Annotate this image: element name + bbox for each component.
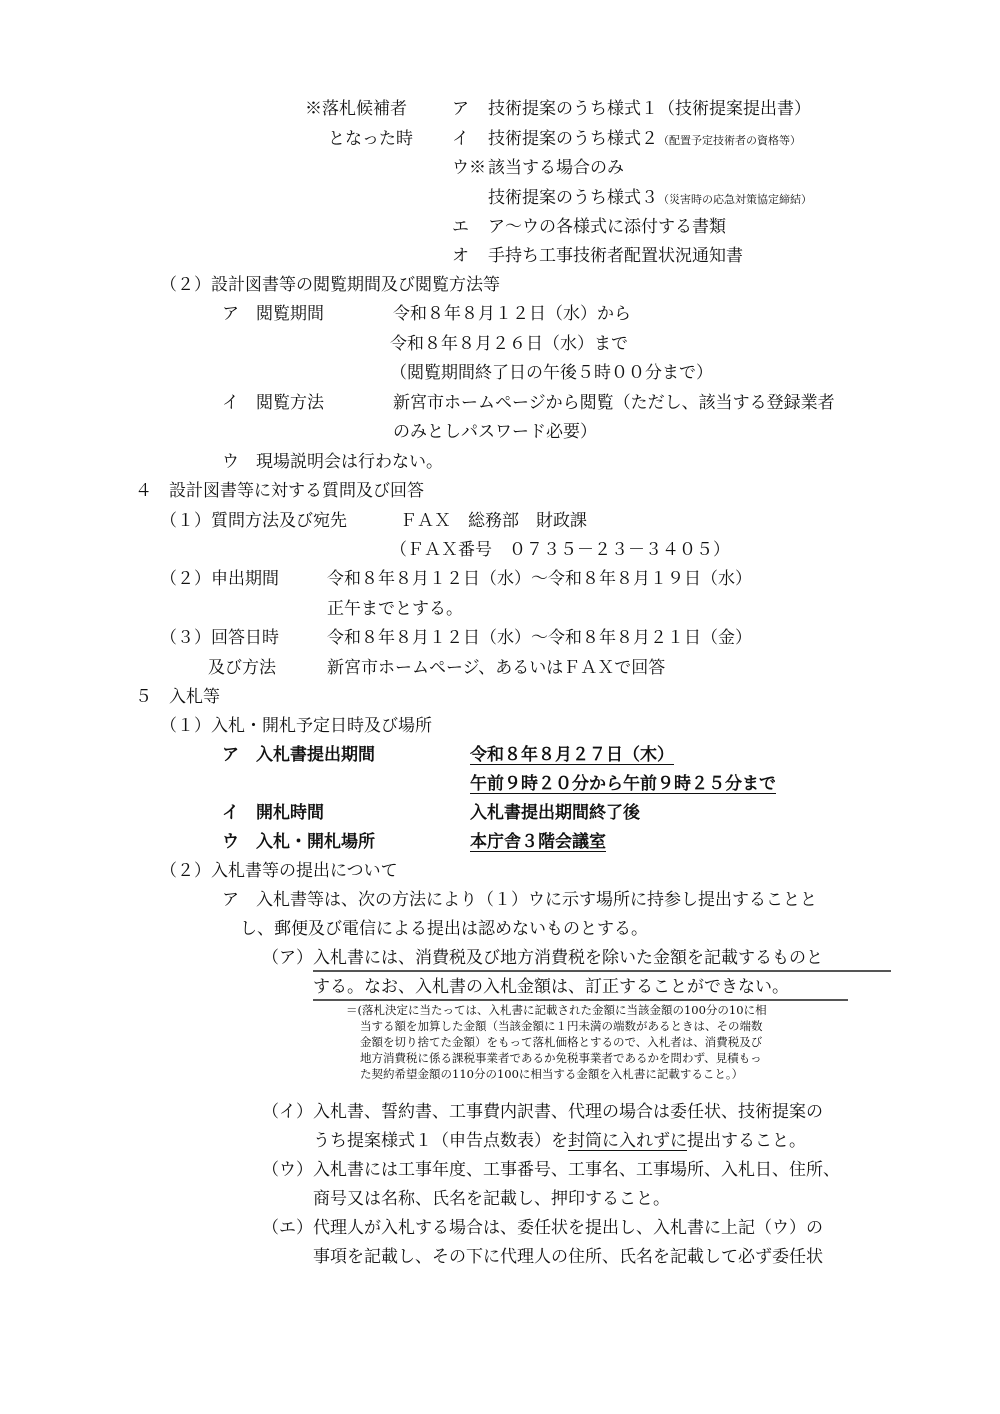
item-e-line2: 事項を記載し、その下に代理人の住所、氏名を記載して必ず委任状: [313, 1247, 823, 1267]
site-briefing-note: ウ 現場説明会は行わない。: [222, 452, 443, 472]
opening-time-value: 入札書提出期間終了後: [470, 803, 640, 823]
sec5-heading: ５ 入札等: [135, 687, 220, 707]
item-a-mark: （ア）: [262, 948, 313, 968]
viewing-period-end: 令和８年８月２６日（水）まで: [390, 334, 628, 354]
candidate-item-text: ア～ウの各様式に添付する書類: [488, 217, 726, 237]
candidate-item-text: 技術提案のうち様式３（災害時の応急対策協定締結）: [488, 188, 812, 208]
candidate-item-note: （配置予定技術者の資格等）: [658, 134, 801, 147]
opening-time-label: イ 開札時間: [222, 803, 324, 823]
item-i-line1: 入札書、誓約書、工事費内訳書、代理の場合は委任状、技術提案の: [313, 1102, 823, 1122]
bid-period-time: 午前９時２０分から午前９時２５分まで: [470, 774, 776, 794]
submission-a-line2: し、郵便及び電信による提出は認めないものとする。: [240, 919, 648, 939]
request-period-value: 令和８年８月１２日（水）～令和８年８月１９日（水）: [327, 569, 752, 589]
sec5-1-heading: （１）入札・開札予定日時及び場所: [160, 716, 432, 736]
candidate-label-1: ※落札候補者: [305, 99, 407, 119]
candidate-item-mark: オ: [452, 246, 469, 266]
candidate-item-note: （災害時の応急対策協定締結）: [658, 193, 812, 206]
candidate-item-text: 手持ち工事技術者配置状況通知書: [488, 246, 743, 266]
request-period-value2: 正午までとする。: [327, 599, 463, 619]
candidate-item-text: 該当する場合のみ: [488, 158, 624, 178]
no-envelope-emphasis: 封筒に入れずに: [568, 1131, 687, 1151]
note-line: ＝(落札決定に当たっては、入札書に記載された金額に当該金額の100分の10に相: [346, 1003, 767, 1017]
bid-place-label: ウ 入札・開札場所: [222, 832, 375, 852]
submission-a-line1: ア 入札書等は、次の方法により（１）ウに示す場所に持参し提出することと: [222, 890, 817, 910]
note-line: 当する額を加算した金額（当該金額に１円未満の端数があるときは、その端数: [360, 1019, 763, 1033]
viewing-method-label: イ 閲覧方法: [222, 393, 324, 413]
fax-number: （ＦＡＸ番号 ０７３５－２３－３４０５）: [390, 540, 730, 560]
emphasis-underline: [313, 999, 848, 1001]
viewing-period-note: （閲覧期間終了日の午後５時００分まで）: [390, 363, 713, 383]
viewing-method-line2: のみとしパスワード必要）: [393, 422, 597, 442]
note-line: 地方消費税に係る課税事業者であるか免税事業者であるかを問わず、見積もっ: [360, 1051, 762, 1065]
question-method-label: （１）質問方法及び宛先: [160, 511, 347, 531]
sec3-2-heading: （２）設計図書等の閲覧期間及び閲覧方法等: [160, 275, 500, 295]
candidate-item-text: 技術提案のうち様式２（配置予定技術者の資格等）: [488, 129, 801, 149]
item-i-line2: うち提案様式１（申告点数表）を封筒に入れずに提出すること。: [313, 1131, 806, 1151]
candidate-item-mark: エ: [452, 217, 469, 237]
candidate-item-mark: イ: [452, 129, 469, 149]
answer-method-value: 新宮市ホームページ、あるいはＦＡＸで回答: [327, 658, 666, 678]
bid-period-label: ア 入札書提出期間: [222, 745, 375, 765]
item-e-mark: （エ）: [262, 1218, 313, 1238]
candidate-item-text: 技術提案のうち様式１（技術提案提出書）: [488, 99, 811, 119]
bid-period-date: 令和８年８月２７日（木）: [470, 745, 674, 765]
answer-method-label: 及び方法: [208, 658, 276, 678]
viewing-period-label: ア 閲覧期間: [222, 304, 324, 324]
question-method-value: ＦＡＸ 総務部 財政課: [400, 511, 587, 531]
item-u-line2: 商号又は名称、氏名を記載し、押印すること。: [313, 1189, 670, 1209]
candidate-item-mark: ウ※: [452, 158, 486, 178]
viewing-method-line1: 新宮市ホームページから閲覧（ただし、該当する登録業者: [393, 393, 835, 413]
candidate-item-mark: ア: [452, 99, 469, 119]
item-a-line1: 入札書には、消費税及び地方消費税を除いた金額を記載するものと: [313, 948, 823, 968]
item-a-line2: する。なお、入札書の入札金額は、訂正することができない。: [313, 977, 789, 997]
note-line: た契約希望金額の110分の100に相当する金額を入札書に記載すること。）: [360, 1067, 744, 1081]
answer-date-label: （３）回答日時: [160, 628, 279, 648]
answer-date-value: 令和８年８月１２日（水）～令和８年８月２１日（金）: [327, 628, 752, 648]
request-period-label: （２）申出期間: [160, 569, 279, 589]
item-u-line1: 入札書には工事年度、工事番号、工事名、工事場所、入札日、住所、: [313, 1160, 840, 1180]
sec4-heading: ４ 設計図書等に対する質問及び回答: [135, 481, 424, 501]
sec5-2-heading: （２）入札書等の提出について: [160, 861, 398, 881]
bid-place-value: 本庁舎３階会議室: [470, 832, 606, 852]
item-i-mark: （イ）: [262, 1102, 313, 1122]
note-line: 金額を切り捨てた金額）をもって落札価格とするので、入札者は、消費税及び: [360, 1035, 763, 1049]
item-e-line1: 代理人が入札する場合は、委任状を提出し、入札書に上記（ウ）の: [313, 1218, 823, 1238]
candidate-label-2: となった時: [328, 129, 413, 149]
emphasis-underline: [313, 970, 891, 972]
viewing-period-start: 令和８年８月１２日（水）から: [393, 304, 631, 324]
item-u-mark: （ウ）: [262, 1160, 313, 1180]
